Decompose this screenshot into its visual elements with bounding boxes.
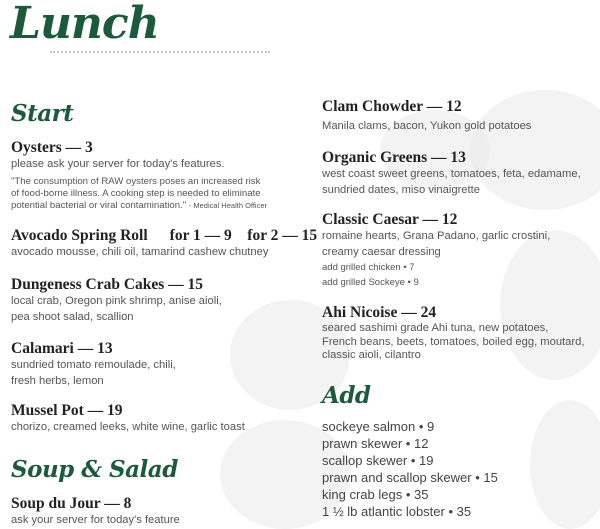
item-name: Classic Caesar — 12 [322, 211, 458, 228]
section-heading-add: Add [322, 382, 371, 409]
menu-item-oysters [11, 139, 267, 212]
item-desc: sundried dates, miso vinaigrette [322, 183, 480, 196]
menu-item-organic-greens [322, 149, 581, 198]
item-desc: ask your server for today's feature [11, 514, 180, 526]
item-name: Ahi Nicoise — 24 [322, 304, 437, 321]
item-desc: creamy caesar dressing [322, 245, 441, 258]
add-item: prawn skewer • 12 [322, 436, 429, 451]
item-name: Dungeness Crab Cakes — 15 [11, 276, 204, 293]
page-title: Lunch [10, 0, 159, 49]
warning-line: potential bacterial or viral contamination." [11, 199, 187, 211]
item-desc: avocado mousse, chili oil, tamarind cashew chutney [11, 246, 269, 258]
item-desc: pea shoot salad, scallion [11, 310, 134, 323]
add-item: 1 ½ lb atlantic lobster • 35 [322, 504, 472, 519]
add-item: king crab legs • 35 [322, 487, 429, 502]
add-item: scallop skewer • 19 [322, 453, 434, 468]
item-desc: please ask your server for today's features. [11, 158, 225, 170]
menu-item-mussel-pot [11, 402, 245, 436]
section-heading-start: Start [11, 100, 74, 127]
menu-item-avocado-spring-roll [11, 227, 317, 261]
add-item: sockeye salmon • 9 [322, 419, 435, 434]
item-desc: local crab, Oregon pink shrimp, anise aioli, [11, 295, 222, 307]
menu-item-classic-caesar [322, 211, 550, 290]
item-name: Mussel Pot — 19 [11, 402, 123, 419]
add-item: prawn and scallop skewer • 15 [322, 470, 498, 485]
item-desc: seared sashimi grade Ahi tuna, new potatoes, [322, 322, 549, 334]
item-addon: add grilled Sockeye • 9 [322, 277, 419, 288]
item-desc: French beans, beets, tomatoes, boiled egg, moutard, [322, 335, 585, 348]
menu-item-ahi-nicoise [322, 304, 584, 363]
item-desc: Manila clams, bacon, Yukon gold potatoes [322, 120, 532, 132]
warning-attribution: - Medical Health Officer [188, 200, 268, 210]
add-list [322, 418, 498, 520]
item-addon: add grilled chicken • 7 [322, 262, 415, 273]
item-name: Soup du Jour — 8 [11, 495, 132, 512]
warning-line: of food-borne illness. A cooking step is needed to eliminate [11, 187, 261, 199]
title-divider [50, 51, 270, 53]
item-name: Avocado Spring Roll [11, 227, 148, 244]
item-name: Oysters — 3 [11, 139, 93, 156]
item-desc: west coast sweet greens, tomatoes, feta, edamame, [322, 168, 581, 180]
item-desc: chorizo, creamed leeks, white wine, garlic toast [11, 421, 245, 433]
section-heading-soup-salad: Soup & Salad [11, 456, 178, 483]
item-desc: romaine hearts, Grana Padano, garlic crostini, [322, 230, 551, 242]
item-name: Organic Greens — 13 [322, 149, 466, 166]
item-price: for 1 — 9 for 2 — 15 [169, 227, 318, 244]
item-desc: fresh herbs, lemon [11, 374, 104, 387]
warning-line: "The consumption of RAW oysters poses an increased risk [11, 175, 261, 187]
menu-item-soup-du-jour [11, 495, 180, 529]
item-desc: sundried tomato remoulade, chili, [11, 359, 176, 371]
item-name: Calamari — 13 [11, 340, 113, 357]
menu-item-clam-chowder [322, 98, 531, 135]
item-name: Clam Chowder — 12 [322, 98, 462, 115]
menu-item-dungeness-crab-cakes [11, 276, 222, 325]
menu-item-calamari [11, 340, 176, 389]
item-desc: classic aioli, cilantro [322, 349, 421, 361]
